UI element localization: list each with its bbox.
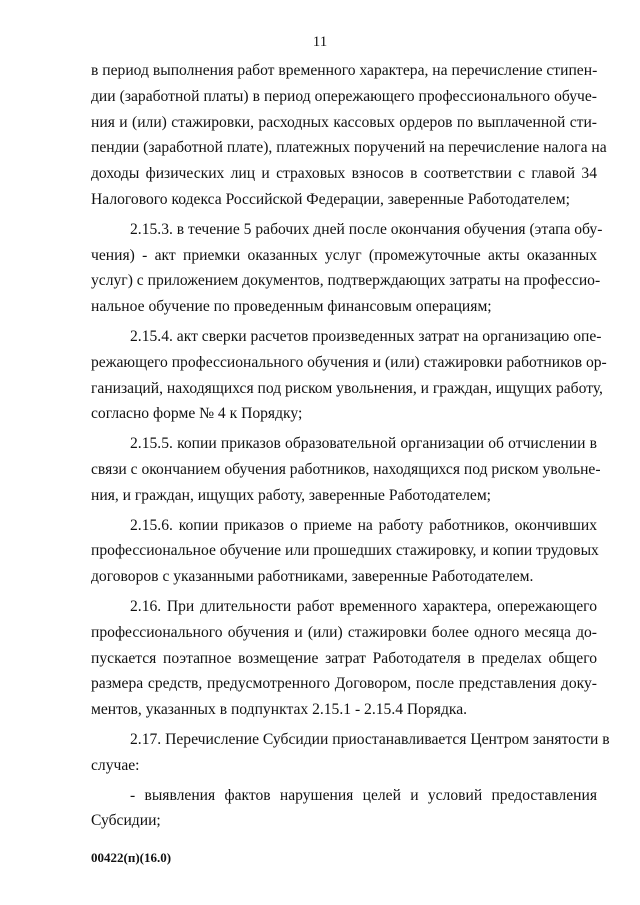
text-line: случае: [91, 756, 140, 774]
text-line: профессионального обучения и (или) стажировки более одного месяца до- [91, 623, 597, 641]
text-line: 2.15.6. копии приказов о приеме на работу работников, окончивших [130, 516, 597, 534]
text-line: Субсидии; [91, 812, 161, 830]
text-line: пускается поэтапное возмещение затрат Работодателя в пределах общего [91, 649, 597, 667]
text-line: 2.15.5. копии приказов образовательной организации об отчислении в [130, 435, 597, 453]
paragraph-list-item [91, 783, 597, 835]
text-line: согласно форме № 4 к Порядку; [91, 405, 303, 423]
text-line: режающего профессионального обучения и (или) стажировки работников ор- [91, 353, 607, 371]
document-code: 00422(п)(16.0) [91, 850, 172, 865]
text-line: нальное обучение по проведенным финансовым операциям; [91, 298, 492, 316]
text-line: 2.15.3. в течение 5 рабочих дней после окончания обучения (этапа обу- [130, 220, 603, 238]
text-line: ментов, указанных в подпунктах 2.15.1 - 2.15.4 Порядка. [91, 701, 468, 719]
paragraph-2-17 [91, 727, 610, 779]
text-line: связи с окончанием обучения работников, находящихся под риском увольне- [91, 460, 601, 478]
page-number: 11 [312, 34, 328, 50]
text-line: профессиональное обучение или прошедших стажировку, и копии трудовых [91, 542, 599, 560]
paragraph-2-15-3 [91, 217, 603, 320]
text-line: 2.15.4. акт сверки расчетов произведенных затрат на организацию опе- [130, 327, 602, 345]
paragraph-2-16 [91, 594, 597, 723]
text-line: Налогового кодекса Российской Федерации, заверенные Работодателем; [91, 190, 570, 208]
text-line: дии (заработной платы) в период опережающего профессионального обуче- [91, 87, 597, 105]
text-line: доходы физических лиц и страховых взносов в соответствии с главой 34 [91, 165, 597, 183]
document-body [91, 58, 610, 838]
text-line: в период выполнения работ временного характера, на перечисление стипен- [91, 62, 598, 79]
paragraph-2-15-5 [91, 431, 601, 508]
paragraph-2-15-4 [91, 324, 607, 427]
text-line: ния и (или) стажировки, расходных кассовых ордеров по выплаченной сти- [91, 113, 597, 131]
text-line: договоров с указанными работниками, заверенные Работодателем. [91, 568, 534, 586]
text-line: пендии (заработной плате), платежных поручений на перечисление налога на [91, 139, 607, 157]
paragraph-continuation [91, 58, 607, 213]
text-line: ганизаций, находящихся под риском увольнения, и граждан, ищущих работу, [91, 379, 603, 397]
text-line: ния, и граждан, ищущих работу, заверенные Работодателем; [91, 486, 492, 504]
text-line: чения) - акт приемки оказанных услуг (промежуточные акты оказанных [91, 246, 597, 264]
text-line: размера средств, предусмотренного Договором, после представления доку- [91, 675, 597, 693]
text-line: - выявления фактов нарушения целей и условий предоставления [130, 786, 597, 804]
text-line: 2.17. Перечисление Субсидии приостанавливается Центром занятости в [130, 730, 610, 748]
text-line: услуг) с приложением документов, подтверждающих затраты на профессио- [91, 272, 601, 290]
paragraph-2-15-6 [91, 513, 597, 590]
text-line: 2.16. При длительности работ временного характера, опережающего [130, 597, 597, 615]
